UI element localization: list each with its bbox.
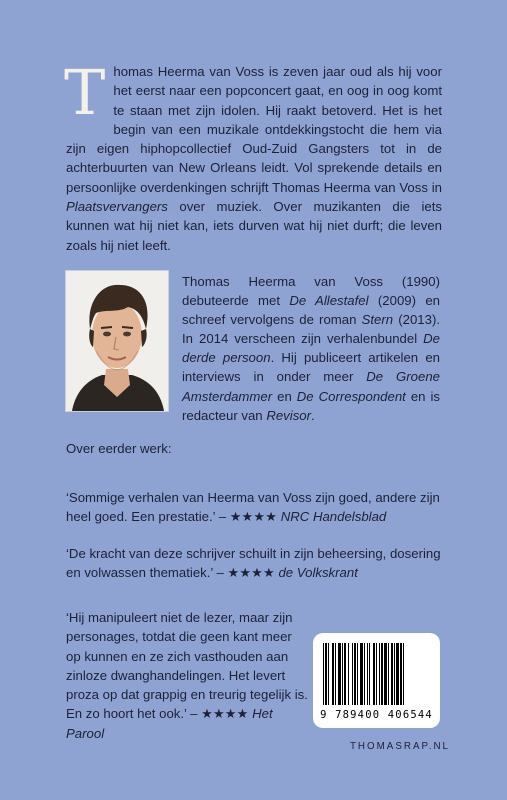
review-quote bbox=[66, 608, 310, 743]
section-label: Over eerder werk: bbox=[66, 441, 172, 456]
intro-text-2: over muziek. Over muzikanten die iets kunnen wat hij niet kan, iets durven wat hij niet durft; die leven zoals hij niet leeft. bbox=[66, 199, 442, 253]
bio-text: . bbox=[311, 407, 315, 423]
drop-cap: T bbox=[64, 56, 106, 129]
quote-source: Het Parool bbox=[66, 706, 273, 741]
quote-source: de Volkskrant bbox=[278, 565, 358, 581]
isbn-number: 9 789400 406544 bbox=[320, 709, 433, 721]
review-quote bbox=[66, 544, 446, 583]
intro-book-title: Plaatsvervangers bbox=[66, 199, 168, 215]
barcode-bars-icon bbox=[323, 643, 430, 705]
review-quote bbox=[66, 488, 446, 527]
quote-source: NRC Handelsblad bbox=[280, 509, 387, 525]
author-portrait-image bbox=[66, 271, 168, 411]
bio-text: en bbox=[272, 388, 297, 404]
bio-title: Revisor bbox=[266, 407, 312, 423]
quote-text: ‘Hij manipuleert niet de lezer, maar zijn personages, totdat die geen kant meer op kunnen en ze zich vasthouden aan zinloze dwanghandelingen. Het levert proza op dat grappig en treurig tegelijk is. En zo hoort het ook.’ – ★★★★ bbox=[66, 610, 308, 722]
bio-title: De Allestafel bbox=[289, 293, 369, 309]
bio-title: De Correspondent bbox=[296, 388, 406, 404]
bio-text: (2009) en schreef vervolgens de roman bbox=[182, 293, 440, 328]
isbn-barcode bbox=[313, 633, 440, 728]
bio-title: De derde persoon bbox=[182, 331, 440, 366]
bio-title: De Groene Amsterdammer bbox=[182, 369, 440, 404]
author-photo bbox=[66, 271, 168, 411]
author-bio bbox=[182, 272, 440, 425]
bio-text: . Hij publiceert artikelen en interviews in onder meer bbox=[182, 350, 440, 385]
publisher-url: THOMASRAP.NL bbox=[349, 741, 450, 752]
quote-text: ‘Sommige verhalen van Heerma van Voss zijn goed, andere zijn heel goed. Een prestatie.’ – ★★★★ bbox=[66, 490, 440, 525]
quote-text: ‘De kracht van deze schrijver schuilt in zijn beheersing, dosering en volwassen thematiek.’ – ★★★★ bbox=[66, 546, 441, 581]
bio-text: Thomas Heerma van Voss (1990) debuteerde met bbox=[182, 274, 440, 309]
bio-title: Stern bbox=[361, 312, 394, 328]
bio-text: (2013). In 2014 verscheen zijn verhalenbundel bbox=[182, 312, 440, 347]
intro-text-1: homas Heerma van Voss is zeven jaar oud als hij voor het eerst naar een popconcert gaat, en oog in oog komt te staan met zijn idolen. Hij raakt betoverd. Het is het begin van een muzikale ontdekkingstocht die hem via zijn eigen hiphopcollectief Oud-Zuid Gangsters tot in de achterbuurten van New Orleans leidt. Vol sprekende details en persoonlijke overdenkingen schrijft Thomas Heerma van Voss in bbox=[66, 64, 442, 195]
intro-paragraph bbox=[64, 56, 442, 255]
bio-text: en is redacteur van bbox=[182, 388, 440, 423]
